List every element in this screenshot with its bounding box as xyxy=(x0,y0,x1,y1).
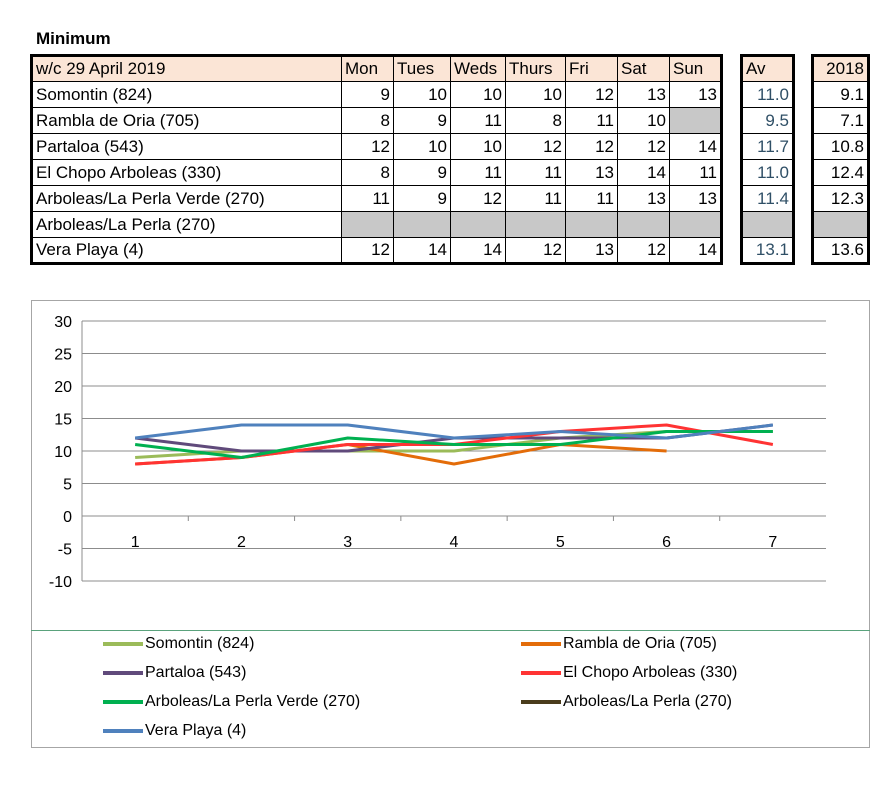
station-name: Partaloa (543) xyxy=(32,134,342,160)
table-row xyxy=(32,108,722,134)
value-cell: 14 xyxy=(394,238,451,264)
value-cell: 11 xyxy=(670,160,722,186)
year-2018-cell: 12.4 xyxy=(813,160,869,186)
table-row xyxy=(32,160,722,186)
value-cell: 10 xyxy=(618,108,670,134)
value-cell: 9 xyxy=(394,160,451,186)
value-cell xyxy=(342,212,394,238)
value-cell: 13 xyxy=(566,238,618,264)
value-cell: 8 xyxy=(342,108,394,134)
value-cell: 10 xyxy=(394,134,451,160)
value-cell: 12 xyxy=(566,134,618,160)
legend-label: Arboleas/La Perla (270) xyxy=(563,693,732,710)
y-tick-label: 0 xyxy=(63,509,72,526)
day-header: Thurs xyxy=(506,56,566,82)
legend-item xyxy=(103,693,360,711)
station-name: El Chopo Arboleas (330) xyxy=(32,160,342,186)
x-tick-label: 6 xyxy=(662,534,672,551)
value-cell: 10 xyxy=(451,134,506,160)
y-tick-label: 20 xyxy=(54,379,72,396)
average-cell: 11.4 xyxy=(742,186,794,212)
value-cell xyxy=(618,212,670,238)
legend-label: Somontin (824) xyxy=(145,635,255,652)
value-cell: 12 xyxy=(566,82,618,108)
table-row xyxy=(32,82,722,108)
value-cell: 14 xyxy=(618,160,670,186)
day-header: Fri xyxy=(566,56,618,82)
x-tick-label: 4 xyxy=(449,534,459,551)
table-row xyxy=(32,238,722,264)
legend-label: Rambla de Oria (705) xyxy=(563,635,717,652)
legend-item xyxy=(521,693,732,711)
value-cell: 12 xyxy=(618,134,670,160)
value-cell: 14 xyxy=(670,238,722,264)
value-cell: 12 xyxy=(451,186,506,212)
table-row xyxy=(32,186,722,212)
value-cell xyxy=(566,212,618,238)
table-header-row xyxy=(32,56,722,82)
value-cell xyxy=(451,212,506,238)
year-2018-cell: 13.6 xyxy=(813,238,869,264)
legend-swatch xyxy=(521,642,561,646)
page-title: Minimum xyxy=(36,29,111,48)
year-2018-cell xyxy=(813,212,869,238)
value-cell: 10 xyxy=(506,82,566,108)
year-2018-cell: 10.8 xyxy=(813,134,869,160)
x-tick-label: 7 xyxy=(768,534,778,551)
value-cell: 11 xyxy=(506,186,566,212)
station-name: Somontin (824) xyxy=(32,82,342,108)
average-cell: 11.0 xyxy=(742,160,794,186)
table-row xyxy=(32,134,722,160)
x-tick-label: 3 xyxy=(343,534,353,551)
legend-swatch xyxy=(103,700,143,704)
legend-label: Partaloa (543) xyxy=(145,664,247,681)
year-2018-cell: 12.3 xyxy=(813,186,869,212)
day-header: Sat xyxy=(618,56,670,82)
value-cell xyxy=(670,212,722,238)
legend-swatch xyxy=(103,642,143,646)
value-cell: 13 xyxy=(670,186,722,212)
y-tick-label: 10 xyxy=(54,444,72,461)
value-cell: 8 xyxy=(342,160,394,186)
legend-item xyxy=(521,664,737,682)
week-label: w/c 29 April 2019 xyxy=(32,56,342,82)
x-tick-label: 5 xyxy=(555,534,565,551)
table-row xyxy=(32,212,722,238)
legend-item xyxy=(103,664,246,682)
day-header: Weds xyxy=(451,56,506,82)
legend-label: El Chopo Arboleas (330) xyxy=(563,664,738,681)
legend-swatch xyxy=(521,700,561,704)
value-cell: 13 xyxy=(618,82,670,108)
station-name: Arboleas/La Perla (270) xyxy=(32,212,342,238)
y-tick-label: 15 xyxy=(54,411,72,429)
value-cell: 11 xyxy=(506,160,566,186)
y-tick-label: 5 xyxy=(63,476,72,494)
value-cell: 12 xyxy=(342,134,394,160)
average-cell: 11.7 xyxy=(742,134,794,160)
value-cell xyxy=(670,108,722,134)
line-chart xyxy=(32,301,871,631)
value-cell: 9 xyxy=(394,108,451,134)
value-cell: 9 xyxy=(342,82,394,108)
value-cell: 11 xyxy=(342,186,394,212)
value-cell: 12 xyxy=(342,238,394,264)
legend-label: Vera Playa (4) xyxy=(145,722,247,739)
average-cell: 9.5 xyxy=(742,108,794,134)
value-cell: 13 xyxy=(566,160,618,186)
value-cell: 8 xyxy=(506,108,566,134)
day-header: Tues xyxy=(394,56,451,82)
value-cell xyxy=(394,212,451,238)
y-tick-label: -10 xyxy=(48,574,72,591)
y-tick-label: -5 xyxy=(57,541,72,559)
legend-swatch xyxy=(521,671,561,675)
value-cell: 12 xyxy=(506,134,566,160)
year-header: 2018 xyxy=(813,56,869,82)
legend-item xyxy=(521,635,717,653)
year-2018-table xyxy=(811,54,870,265)
value-cell: 12 xyxy=(618,238,670,264)
value-cell: 11 xyxy=(566,186,618,212)
x-tick-label: 1 xyxy=(130,534,140,551)
station-name: Rambla de Oria (705) xyxy=(32,108,342,134)
day-header: Sun xyxy=(670,56,722,82)
legend-swatch xyxy=(103,671,143,675)
average-cell: 13.1 xyxy=(742,238,794,264)
year-2018-cell: 9.1 xyxy=(813,82,869,108)
x-tick-label: 2 xyxy=(236,534,246,551)
station-name: Vera Playa (4) xyxy=(32,238,342,264)
average-cell: 11.0 xyxy=(742,82,794,108)
value-cell: 14 xyxy=(670,134,722,160)
value-cell: 12 xyxy=(506,238,566,264)
value-cell: 13 xyxy=(670,82,722,108)
station-name: Arboleas/La Perla Verde (270) xyxy=(32,186,342,212)
legend-item xyxy=(103,635,254,653)
value-cell: 11 xyxy=(451,108,506,134)
av-header: Av xyxy=(742,56,794,82)
year-2018-cell: 7.1 xyxy=(813,108,869,134)
value-cell: 10 xyxy=(394,82,451,108)
y-tick-label: 25 xyxy=(54,346,72,364)
average-table xyxy=(740,54,795,265)
minimum-table xyxy=(30,54,723,265)
value-cell: 10 xyxy=(451,82,506,108)
value-cell: 14 xyxy=(451,238,506,264)
value-cell: 11 xyxy=(451,160,506,186)
day-header: Mon xyxy=(342,56,394,82)
value-cell: 9 xyxy=(394,186,451,212)
y-tick-label: 30 xyxy=(54,314,72,331)
chart-legend xyxy=(31,630,870,748)
legend-item xyxy=(103,722,246,740)
value-cell xyxy=(506,212,566,238)
value-cell: 13 xyxy=(618,186,670,212)
legend-label: Arboleas/La Perla Verde (270) xyxy=(145,693,361,710)
value-cell: 11 xyxy=(566,108,618,134)
average-cell xyxy=(742,212,794,238)
legend-swatch xyxy=(103,729,143,733)
